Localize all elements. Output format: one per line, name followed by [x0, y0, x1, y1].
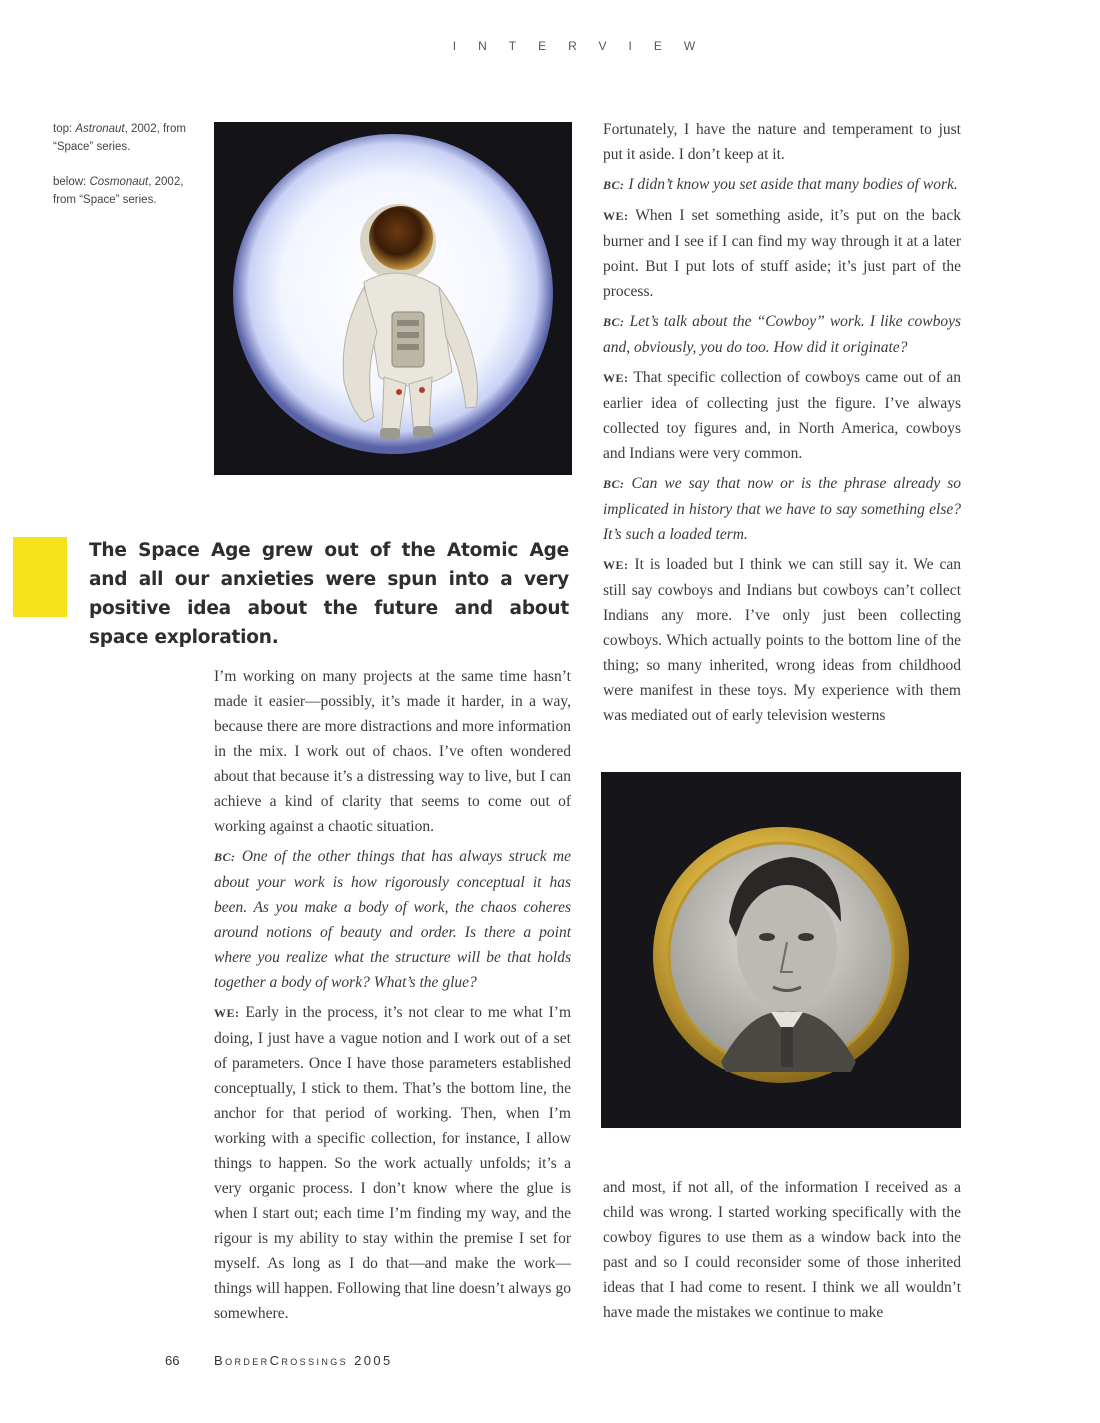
caption-below-title: Cosmonaut [89, 176, 149, 188]
cosmonaut-photo [601, 772, 961, 1128]
section-header: INTERVIEW [452, 39, 718, 53]
answer [214, 1000, 571, 1326]
answer-text: That specific collection of cowboys came out of an earlier idea of collecting just the figure. I’ve always collected toy figures and, in North America, cowboys and Indians were very common. [603, 369, 961, 462]
caption-top-rest: , 2002, from “Space” series. [53, 123, 186, 153]
speaker-label: BC: [603, 178, 625, 192]
answer-text: When I set something aside, it’s put on the back burner and I see if I can find my way through it at a later point. But I put lots of stuff aside; it’s just part of the process. [603, 207, 961, 300]
page-number: 66 [165, 1353, 180, 1368]
caption-below [53, 173, 193, 209]
pullquote-accent-bar [13, 537, 67, 617]
caption-below-rest: , 2002, from “Space” series. [53, 176, 184, 206]
speaker-label: BC: [214, 850, 236, 864]
question-text: One of the other things that has always struck me about your work is how rigorously conceptual it has been. As you make a body of work, the chaos coheres around notions of beauty and order. Is there a point where you realize what the structure will be that holds together a body of work? What’s the glue? [214, 848, 571, 991]
question [603, 309, 961, 360]
paragraph: and most, if not all, of the information I received as a child was wrong. I started working specifically with the cowboy figures to use them as a window back into the past and so I could reconsider some of those inherited ideas that I had come to resent. I think we all wouldn’t have made the mistakes we continue to make [603, 1179, 961, 1321]
astronaut-photo [214, 122, 572, 475]
caption-top-prefix: top: [53, 123, 76, 135]
question-text: Let’s talk about the “Cowboy” work. I like cowboys and, obviously, you do too. How did it originate? [603, 313, 962, 356]
answer-text: It is loaded but I think we can still say it. We can still say cowboys and Indians but cowboys can’t collect Indians any more. I’ve only just been collecting cowboys. Which actually points to the bottom line of the thing; so many inherited, wrong ideas from childhood were manifest in these toys. My experience with them was mediated out of early television westerns [603, 556, 961, 724]
speaker-label: BC: [603, 477, 625, 491]
speaker-label: WE: [214, 1006, 240, 1020]
speaker-label: WE: [603, 209, 629, 223]
cosmonaut-illustration [601, 772, 961, 1128]
answer [603, 552, 961, 728]
caption-below-prefix: below: [53, 176, 90, 188]
question-text: Can we say that now or is the phrase already so implicated in history that we have to say something else? It’s such a loaded term. [603, 475, 961, 543]
answer [603, 365, 961, 466]
magazine-title: BorderCrossings 2005 [214, 1353, 393, 1368]
answer-text: Early in the process, it’s not clear to me what I’m doing, I just have a vague notion and I work out of a set of parameters. Once I have those parameters established conceptually, I stick to them. That’s the bottom line, the anchor for that period of working. Then, when I’m working with a specific collection, for instance, I allow things to happen. So the work actually unfolds; it’s a very organic process. I don’t know where the glue is when I start out; each time I’m finding my way, and the rigour is my ability to stay within the premise I set for myself. As long as I do that—and make the work—things will happen. Following that line doesn’t always go somewhere. [214, 1004, 571, 1322]
caption-top-title: Astronaut [75, 123, 125, 135]
question [603, 471, 961, 547]
astronaut-illustration [214, 122, 572, 475]
speaker-label: BC: [603, 315, 625, 329]
speaker-label: WE: [603, 371, 629, 385]
right-column-bottom [603, 1175, 961, 1330]
paragraph: Fortunately, I have the nature and temperament to just put it aside. I don’t keep at it. [603, 121, 961, 163]
question [603, 172, 961, 198]
paragraph: I’m working on many projects at the same time hasn’t made it easier—possibly, it’s made it harder, in a way, because there are more distractions and more information in the mix. I work out of chaos. I’ve often wondered about that because it’s a distressing way to live, but I can achieve a kind of clarity that seems to come out of working against a chaotic situation. [214, 668, 571, 835]
speaker-label: WE: [603, 558, 629, 572]
caption-top [53, 120, 193, 156]
left-column [214, 664, 571, 1331]
answer [603, 203, 961, 304]
question [214, 844, 571, 995]
right-column-top [603, 117, 961, 733]
pullquote: The Space Age grew out of the Atomic Age and all our anxieties were spun into a very positive idea about the future and about space exploration. [89, 540, 569, 648]
question-text: I didn’t know you set aside that many bodies of work. [628, 176, 958, 193]
